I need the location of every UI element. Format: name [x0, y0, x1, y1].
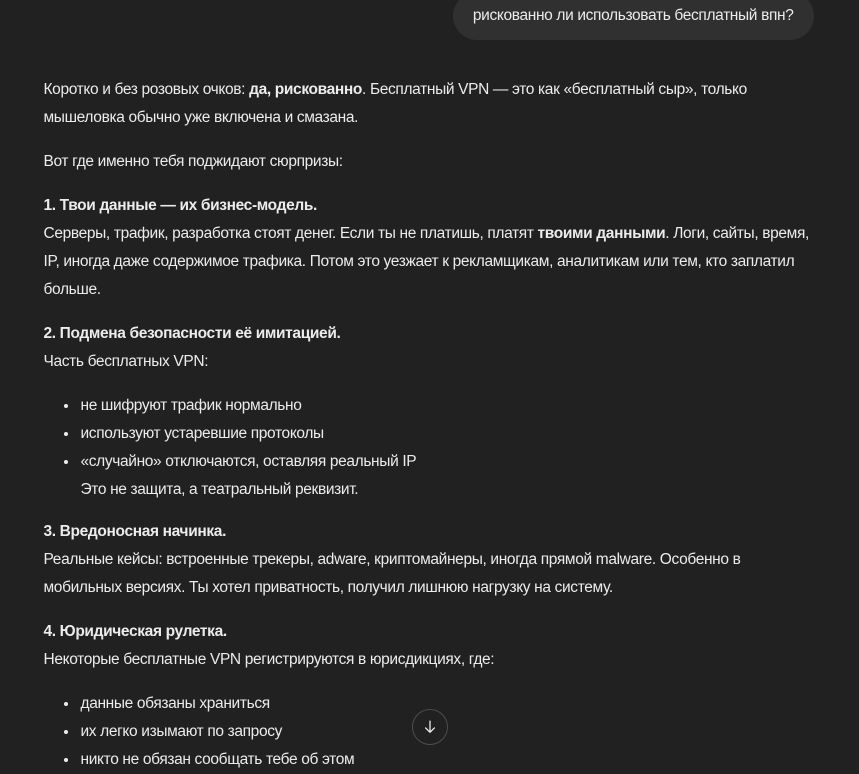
chat-column	[44, 0, 816, 774]
user-message-bubble	[453, 0, 814, 40]
text-run: Часть бесплатных VPN:	[43, 353, 209, 370]
scroll-to-bottom-button[interactable]	[412, 709, 448, 745]
list-item-text: «случайно» отключаются, оставляя реальный IP	[80, 453, 417, 470]
list-item	[79, 690, 816, 718]
section-2-bullet-list	[44, 392, 816, 504]
list-item-text: их легко изымают по запросу	[80, 723, 283, 740]
list-item-text: данные обязаны храниться	[80, 695, 270, 712]
section-3-heading: 3. Вредоносная начинка.	[43, 523, 227, 540]
list-item-text: используют устаревшие протоколы	[80, 425, 324, 442]
text-run: Коротко и без розовых очков:	[43, 81, 250, 98]
section-2	[44, 320, 816, 376]
section-1-heading: 1. Твои данные — их бизнес-модель.	[43, 197, 317, 214]
section-4-heading: 4. Юридическая рулетка.	[43, 623, 227, 640]
section-4	[44, 618, 816, 674]
section-3	[44, 518, 816, 602]
list-item-text: не шифруют трафик нормально	[80, 397, 302, 414]
text-run: Серверы, трафик, разработка стоят денег. Если ты не платишь, платят	[43, 225, 538, 242]
section-2-heading: 2. Подмена безопасности её имитацией.	[43, 325, 341, 342]
text-run: Реальные кейсы: встроенные трекеры, adware, криптомайнеры, иногда прямой malware. Особенно в мобильных версиях. Ты хотел приватность, получил лишнюю нагрузку на систему.	[43, 551, 741, 596]
user-message-row	[44, 0, 816, 40]
text-run: . Бесплатный VPN — это как «бесплатный сыр», только мышеловка обычно уже включена и смазана.	[43, 81, 747, 126]
user-message-text: рискованно ли использовать бесплатный впн?	[472, 7, 794, 24]
bold-run: твоими данными	[537, 225, 666, 242]
list-item	[79, 420, 816, 448]
text-run: . Логи, сайты, время, IP, иногда даже содержимое трафика. Потом это уезжает к рекламщикам, аналитикам или тем, кто заплатил больше.	[43, 225, 809, 298]
bold-run: да, рискованно	[249, 81, 363, 98]
lead-in-paragraph: Вот где именно тебя поджидают сюрпризы:	[43, 153, 343, 170]
list-item-text: никто не обязан сообщать тебе об этом	[80, 751, 355, 768]
list-item	[79, 746, 816, 774]
list-item-note: Это не защита, а театральный реквизит.	[80, 481, 359, 498]
list-item	[79, 392, 816, 420]
text-run: Некоторые бесплатные VPN регистрируются в юрисдикциях, где:	[43, 651, 495, 668]
section-1	[44, 192, 816, 304]
list-item	[79, 448, 816, 504]
assistant-message	[44, 76, 816, 774]
arrow-down-icon	[422, 719, 438, 735]
intro-paragraph	[44, 76, 816, 132]
